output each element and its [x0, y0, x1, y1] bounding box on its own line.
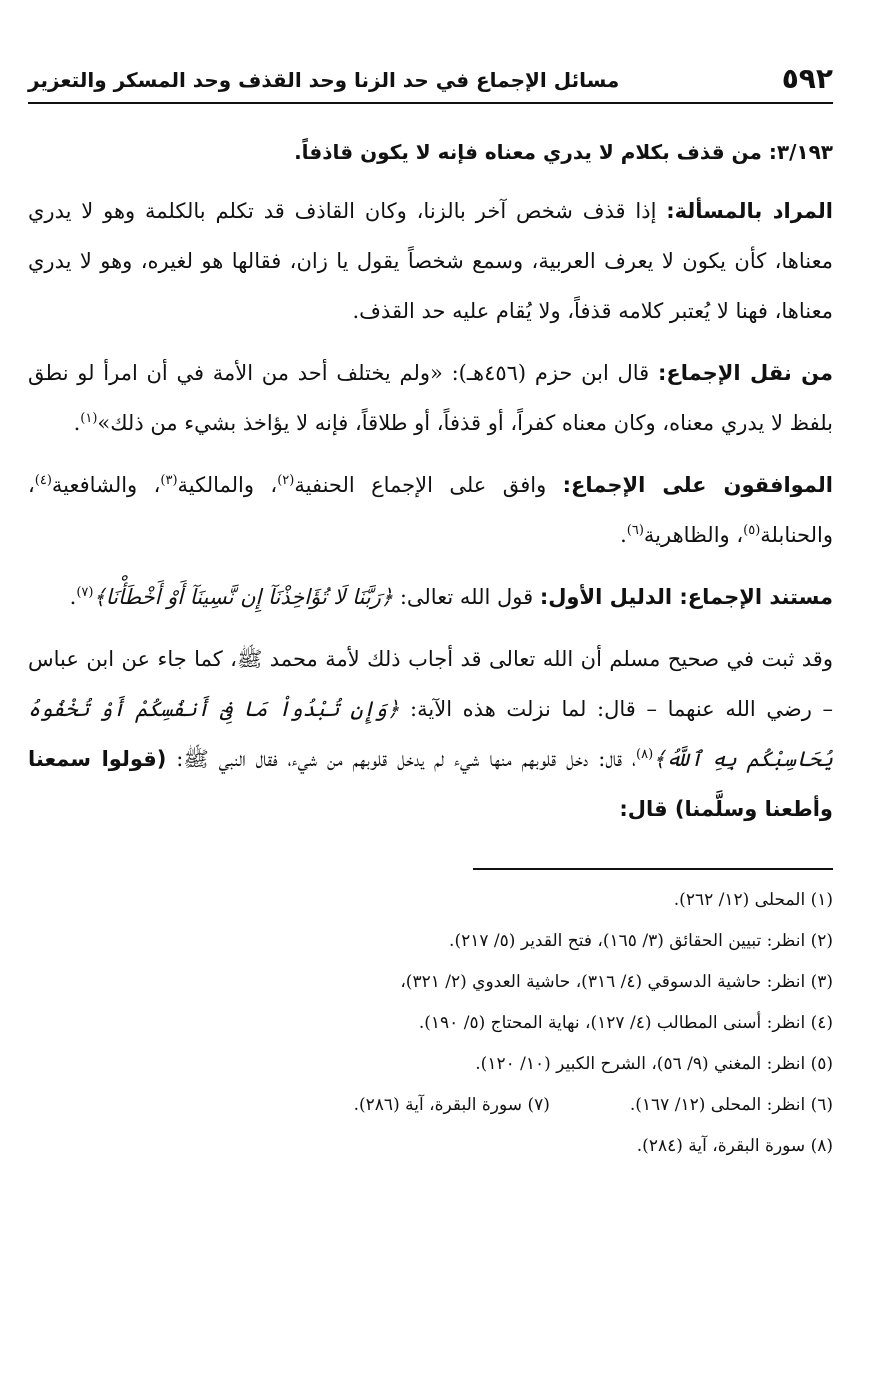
page-header — [28, 56, 833, 104]
paragraph-end: . — [69, 585, 77, 609]
footnote-1: (١) المحلى (١٢/ ٢٦٢). — [673, 890, 833, 910]
footnote-separator — [473, 868, 833, 870]
footnote-ref[interactable]: (٧) — [76, 585, 94, 600]
paragraph-lead: مستند الإجماع: الدليل الأول: — [539, 585, 833, 609]
paragraph-end: . — [620, 523, 627, 547]
page-content — [28, 104, 833, 1167]
footnote-6: (٦) انظر: المحلى (١٢/ ١٦٧). — [629, 1095, 833, 1115]
paragraph-text: ، والحنابلة — [28, 473, 833, 547]
paragraph-text: قال ابن حزم (٤٥٦هـ): «ولم يختلف أحد من الأمة في أن امرأ لو نطق بلفظ لا يدري معناه، وكان معناه كفراً، أو قذفاً، أو طلاقاً، فإنه لا يؤاخذ بشيء من ذلك» — [28, 361, 833, 435]
footnote-ref[interactable]: (١) — [80, 411, 98, 426]
footnotes — [28, 880, 833, 1167]
quran-verse: ﴿وَإِن تُبْدُواْ مَا فِىٓ أَنفُسِكُمْ أَوْ تُخْفُوهُ يُحَاسِبْكُم بِهِ ٱللَّهُ﴾ — [28, 697, 834, 771]
paragraph-text: قول الله تعالى: — [393, 585, 540, 609]
paragraph-end: . — [73, 411, 81, 435]
paragraph-text: وقد ثبت في صحيح مسلم أن الله تعالى قد أجاب ذلك لأمة محمد ﷺ، كما جاء عن ابن عباس – رضي الله عنهما – قال: لما نزلت هذه الآية: — [28, 647, 833, 721]
footnote-ref[interactable]: (٤) — [34, 473, 52, 488]
footnote-3: (٣) انظر: حاشية الدسوقي (٤/ ٣١٦)، حاشية العدوي (٢/ ٣٢١)، — [400, 972, 833, 992]
paragraph-agreeing-schools — [28, 460, 833, 560]
footnote-2: (٢) انظر: تبيين الحقائق (٣/ ١٦٥)، فتح القدير (٥/ ٢١٧). — [449, 931, 833, 951]
footnote-ref[interactable]: (٨) — [636, 747, 654, 762]
book-page — [28, 56, 833, 1375]
paragraph-text: ، والشافعية — [51, 473, 161, 497]
paragraph-hadith — [28, 634, 833, 834]
footnote-row — [28, 1085, 833, 1126]
paragraph-text: ، والظاهرية — [643, 523, 744, 547]
paragraph-lead: من نقل الإجماع: — [657, 361, 833, 385]
hadith-quote: (قولوا سمعنا وأطعنا وسلَّمنا) قال: — [28, 747, 833, 821]
paragraph-text: ، والمالكية — [177, 473, 278, 497]
paragraph-meaning — [28, 186, 833, 336]
paragraph-consensus-source — [28, 348, 833, 448]
footnote-4: (٤) انظر: أسنى المطالب (٤/ ١٢٧)، نهاية المحتاج (٥/ ١٩٠). — [418, 1013, 833, 1033]
footnote-7: (٧) سورة البقرة، آية (٢٨٦). — [353, 1095, 550, 1115]
paragraph-evidence — [28, 572, 833, 622]
footnote-ref[interactable]: (٦) — [626, 523, 644, 538]
issue-heading: ٣/١٩٣: من قذف بكلام لا يدري معناه فإنه لا يكون قاذفاً. — [294, 140, 833, 164]
paragraph-text: وافق على الإجماع الحنفية — [294, 473, 563, 497]
footnote-8: (٨) سورة البقرة، آية (٢٨٤). — [636, 1136, 833, 1156]
page-number: ٥٩٢ — [781, 62, 833, 95]
paragraph-lead: الموافقون على الإجماع: — [562, 473, 833, 497]
paragraph-lead: المراد بالمسألة: — [666, 199, 833, 223]
footnote-ref[interactable]: (٢) — [277, 473, 295, 488]
running-title: مسائل الإجماع في حد الزنا وحد القذف وحد المسكر والتعزير — [28, 68, 620, 92]
quran-verse: ﴿رَبَّنَا لَا تُؤَاخِذْنَآ إِن نَّسِينَآ أَوْ أَخْطَأْنَا﴾ — [93, 585, 394, 609]
footnote-ref[interactable]: (٣) — [160, 473, 178, 488]
paragraph-text: ، قال: دخل قلوبهم منها شيء لم يدخل قلوبهم من شيء، فقال النبي ﷺ: — [166, 747, 637, 771]
footnote-5: (٥) انظر: المغني (٩/ ٥٦)، الشرح الكبير (١٠/ ١٢٠). — [475, 1054, 833, 1074]
footnote-ref[interactable]: (٥) — [743, 523, 761, 538]
paragraph-text: إذا قذف شخص آخر بالزنا، وكان القاذف قد تكلم بالكلمة وهو لا يدري معناها، كأن يكون لا يعرف العربية، وسمع شخصاً يقول يا زان، فقالها هو لغيره، وهو لا يدري معناها، فهنا لا يُعتبر كلامه قذفاً، ولا يُقام عليه حد القذف. — [28, 199, 833, 323]
